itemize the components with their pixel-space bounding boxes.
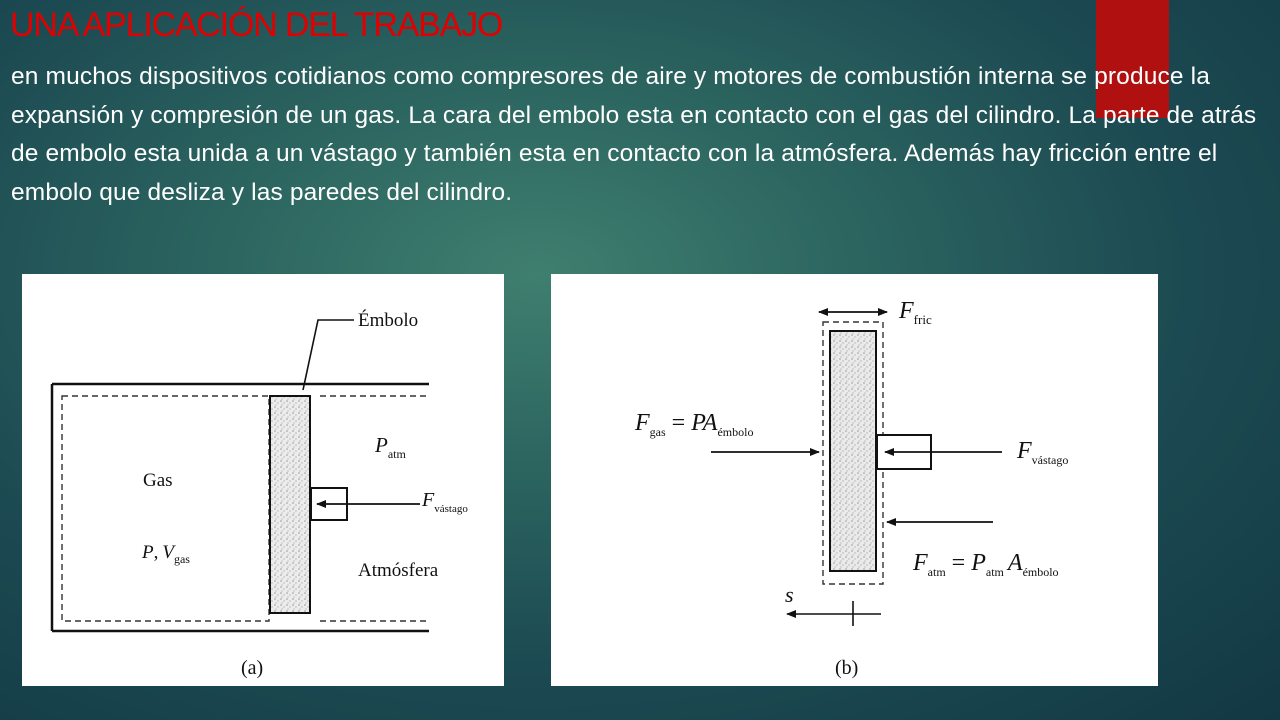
rod-force-label: $F_{vástago}$ [422, 489, 468, 515]
piston-label: Émbolo [358, 310, 419, 331]
figure-b-caption: (b) [835, 657, 859, 679]
figure-a-diagram [22, 274, 504, 686]
slide-body-text: en muchos dispositivos cotidianos como compresores de aire y motores de combustión interna se produce la expansión y compresión de un gas. La cara del embolo esta en contacto con el gas del cilindro. La parte de atrás de embolo esta unida a un vástago y también esta en contacto con la atmósfera. Además hay fricción entre el embolo que desliza y las paredes del cilindro. [11, 63, 1257, 206]
piston-leader-line [303, 320, 354, 390]
piston [270, 396, 310, 613]
atmospheric-pressure-label: $P_{atm}$ [375, 433, 406, 461]
atmospheric-force-label: $F_{atm} = P_{atm}$ $A_{émbolo}$ [913, 550, 1059, 579]
friction-force-label: $F_{fric}$ [899, 298, 932, 327]
figure-b-panel [551, 274, 1158, 686]
gas-label: Gas [143, 470, 173, 491]
figure-a-panel [22, 274, 504, 686]
atmosphere-label: Atmósfera [358, 560, 439, 581]
figure-b-diagram [551, 274, 1158, 686]
rod-force-label: $F_{vástago}$ [1017, 438, 1069, 467]
gas-force-label: $F_{gas} = PA_{émbolo}$ [635, 410, 754, 439]
gas-state-label: P, $V_{gas}$ [142, 542, 190, 566]
gas-system-boundary [62, 396, 269, 621]
piston [830, 331, 876, 571]
displacement-label: s [785, 582, 794, 607]
slide-title: UNA APLICACIÓN DEL TRABAJO [10, 6, 503, 44]
figure-a-caption: (a) [241, 657, 264, 679]
